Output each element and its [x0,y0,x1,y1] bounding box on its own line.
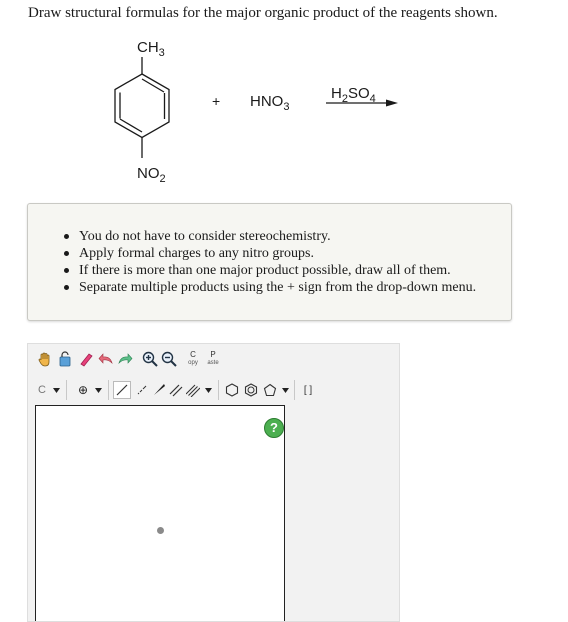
charge-button[interactable] [76,382,90,398]
cyclohexane-icon[interactable] [224,381,240,399]
wedge-bond-icon[interactable] [151,381,167,399]
undo-icon[interactable] [97,350,115,368]
hand-icon[interactable] [36,350,54,368]
eraser-icon[interactable] [77,350,95,368]
methyl-label: $CH_3$ [137,39,165,59]
instructions-box [27,203,512,321]
reagent-label: $HNO_3$ [250,93,290,113]
copy-label-top: C [190,350,196,359]
redo-icon[interactable] [116,350,134,368]
chevron-down-icon[interactable] [52,384,60,396]
zoom-out-icon[interactable] [160,350,178,368]
paste-label-top: P [210,350,216,359]
instruction-item: If there is more than one major product possible, draw all of them. [79,262,511,279]
instruction-item: Separate multiple products using the + sign from the drop-down menu. [79,279,511,296]
bracket-button[interactable] [299,381,317,399]
toolbar-divider [66,380,67,400]
paste-button[interactable] [205,349,221,369]
bracket-label: [ ] [303,384,313,396]
lasso-select-icon[interactable] [56,350,74,368]
toolbar-divider [218,380,219,400]
plus-sign: + [212,93,221,109]
element-selector[interactable] [35,382,49,398]
copy-label-bottom: opy [188,360,198,366]
nitro-label: $NO_2$ [137,165,166,185]
chevron-down-icon[interactable] [281,384,289,396]
help-button[interactable]: ? [264,418,284,438]
cyclopentane-icon[interactable] [262,381,278,399]
paste-label-bottom: aste [207,360,219,366]
toolbar-divider [108,380,109,400]
benzene-icon[interactable] [243,381,259,399]
instruction-item: You do not have to consider stereochemistry. [79,228,511,245]
chevron-down-icon[interactable] [204,384,212,396]
question-text: Draw structural formulas for the major organic product of the reagents shown. [28,5,498,21]
toolbar-divider [294,380,295,400]
element-label: C [38,384,46,396]
canvas-cursor-dot [157,527,164,534]
benzene-ring [115,74,169,138]
charge-icon: ⊕ [77,383,89,397]
double-bond-icon[interactable] [168,381,184,399]
copy-button[interactable] [185,349,201,369]
instructions-list [28,204,511,296]
single-bond-icon[interactable] [113,381,131,399]
hashed-bond-icon[interactable] [134,381,150,399]
zoom-in-icon[interactable] [141,350,159,368]
drawing-canvas[interactable] [35,405,285,622]
reaction-scheme [0,0,568,200]
triple-bond-icon[interactable] [185,381,201,399]
catalyst-label: $H_2SO_4$ [331,85,376,105]
structure-editor [27,343,400,622]
chevron-down-icon[interactable] [94,384,102,396]
instruction-item: Apply formal charges to any nitro groups. [79,245,511,262]
